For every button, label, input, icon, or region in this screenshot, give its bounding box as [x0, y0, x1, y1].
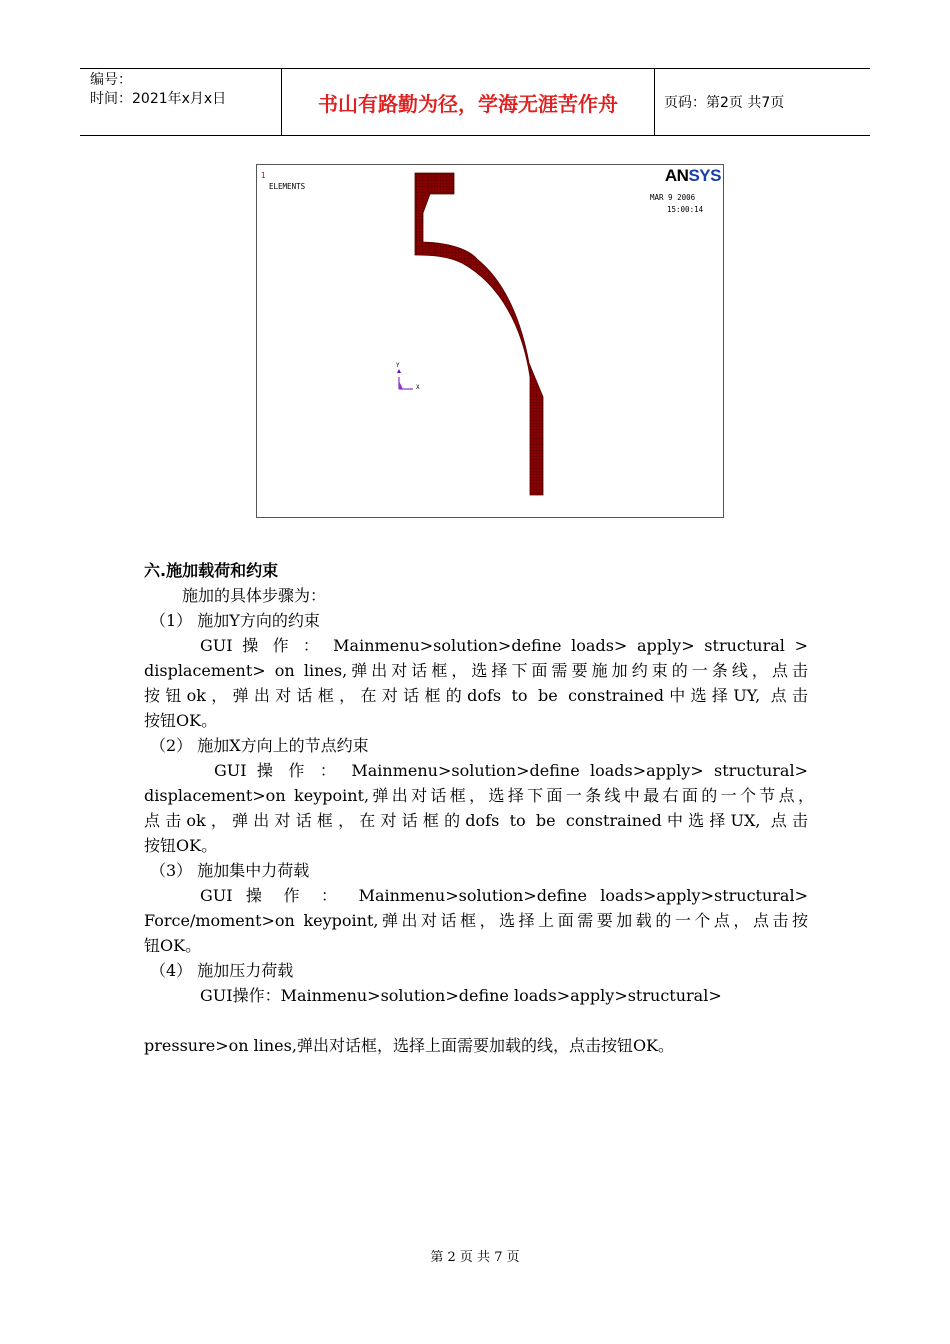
step-line: 钮OK。: [144, 936, 202, 955]
page-info: 页码：第2页 共7页: [664, 95, 785, 111]
step-line: GUI 操 作 ： Mainmenu>solution>define loads>apply>structural>: [200, 886, 808, 905]
date-label: 时间：2021年x月x日: [90, 91, 227, 107]
plot-label: ELEMENTS: [269, 182, 306, 191]
mesh-drawing: [257, 165, 723, 517]
step-heading: （1） 施加Y方向的约束: [150, 611, 320, 630]
page-header: [80, 68, 870, 136]
step-line: 按钮OK。: [144, 836, 218, 855]
step-line: displacement>on keypoint,弹出对话框，选择下面一条线中最右面的一个节点，: [144, 786, 814, 805]
header-left-cell: [80, 69, 281, 135]
section-intro: 施加的具体步骤为：: [182, 586, 327, 605]
step-heading: （2） 施加X方向上的节点约束: [150, 736, 369, 755]
step-line: displacement> on lines,弹出对话框，选择下面需要施加约束的一条线，点击: [144, 661, 808, 680]
number-label: 编号：: [90, 72, 132, 88]
mesh-top-flange: [415, 173, 543, 495]
step-heading: （3） 施加集中力荷载: [150, 861, 310, 880]
axis-y-label: Y: [396, 362, 400, 369]
step-line: 按钮ok，弹出对话框，在对话框的dofs to be constrained中选择UY, 点击: [144, 686, 808, 705]
axis-triad: [397, 369, 413, 389]
motto: 书山有路勤为径，学海无涯苦作舟: [318, 91, 618, 116]
step-line: Force/moment>on keypoint,弹出对话框，选择上面需要加载的一个点，点击按: [144, 911, 808, 930]
ansys-logo: ANSYS: [664, 166, 721, 185]
step-heading: （4） 施加压力荷载: [150, 961, 294, 980]
ansys-element-plot: [256, 164, 724, 518]
axis-x-label: X: [416, 384, 420, 391]
header-divider: [654, 69, 655, 135]
page-footer: 第 2 页 共 7 页: [430, 1250, 520, 1265]
step-line: GUI 操 作 ： Mainmenu>solution>define loads> apply> structural >: [200, 636, 808, 655]
plot-date: MAR 9 2006: [650, 193, 696, 202]
step-line: GUI操作：Mainmenu>solution>define loads>apply>structural>: [200, 986, 722, 1005]
step-line: 按钮OK。: [144, 711, 218, 730]
step-line: 点击ok，弹出对话框，在对话框的dofs to be constrained中选择UX, 点击: [144, 811, 808, 830]
figure-index: 1: [261, 171, 266, 180]
plot-time: 15:00:14: [667, 205, 704, 214]
step-line: pressure>on lines,弹出对话框，选择上面需要加载的线，点击按钮OK。: [144, 1036, 675, 1055]
section-title: 六.施加载荷和约束: [144, 561, 279, 580]
step-line: GUI 操 作 ： Mainmenu>solution>define loads>apply> structural>: [214, 761, 808, 780]
